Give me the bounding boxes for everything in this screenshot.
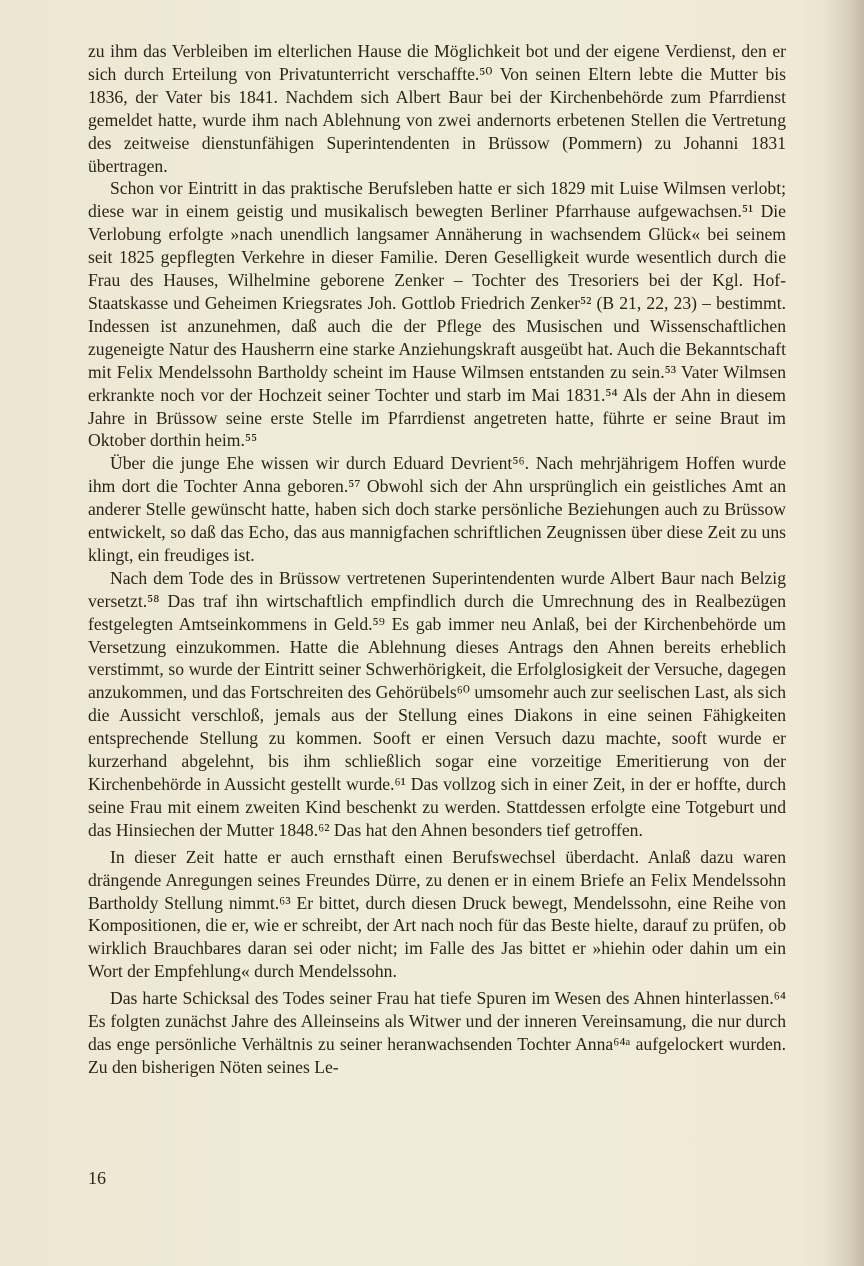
paragraph-3: Über die junge Ehe wissen wir durch Eduard Devrient⁵⁶. Nach mehrjährigem Hoffen wurde ihm dort die Tochter Anna geboren.⁵⁷ Obwohl sich der Ahn ursprünglich ein geistliches Amt an anderer Stelle gewünscht hatte, haben sich doch starke persönliche Beziehungen auch zu Brüssow entwickelt, so daß das Echo, das aus mannigfachen schriftlichen Zeugnissen über diese Zeit zu uns klingt, ein freudiges ist. [88, 453, 786, 565]
paragraph-1: zu ihm das Verbleiben im elterlichen Hause die Möglichkeit bot und der eigene Verdienst, den er sich durch Erteilung von Privatunterricht verschaffte.⁵⁰ Von seinen Eltern lebte die Mutter bis 1836, der Vater bis 1841. Nachdem sich Albert Baur bei der Kirchenbehörde zum Pfarrdienst gemeldet hatte, wurde ihm nach Ablehnung von zwei andernorts erbetenen Stellen die Vertretung des zeitweise dienstunfähigen Superintendenten in Brüssow (Pommern) zu Johanni 1831 übertragen. [88, 41, 786, 176]
paragraph-6: Das harte Schicksal des Todes seiner Frau hat tiefe Spuren im Wesen des Ahnen hinterlassen.⁶⁴ Es folgten zunächst Jahre des Alleinseins als Witwer und der inneren Vereinsamung, die nur durch das enge persönliche Verhältnis zu seiner heranwachsenden Tochter Anna⁶⁴ᵃ aufgelockert wurden. Zu den bisherigen Nöten seines Le- [88, 988, 786, 1077]
body-text [88, 40, 786, 1079]
page-edge-shadow [824, 0, 864, 1266]
paragraph-5: In dieser Zeit hatte er auch ernsthaft einen Berufswechsel überdacht. Anlaß dazu waren drängende Anregungen seines Freundes Dürre, zu denen er in einem Briefe an Felix Mendelssohn Bartholdy Stellung nimmt.⁶³ Er bittet, durch diesen Druck bewegt, Mendelssohn, eine Reihe von Kompositionen, die er, wie er schreibt, der Art nach noch für das Beste hielte, darauf zu prüfen, ob wirklich Brauchbares daran sei oder nicht; im Falle des Jas bittet er »hiehin oder dahin um ein Wort der Empfehlung« durch Mendelssohn. [88, 846, 786, 982]
paragraph-4: Nach dem Tode des in Brüssow vertretenen Superintendenten wurde Albert Baur nach Belzig versetzt.⁵⁸ Das traf ihn wirtschaftlich empfindlich durch die Umrechnung des in Realbezügen festgelegten Amtseinkommens in Geld.⁵⁹ Es gab immer neu Anlaß, bei der Kirchenbehörde um Versetzung einzukommen. Hatte die Ablehnung dieses Antrags den Ahnen bereits erheblich verstimmt, so wurde der Eintritt seiner Schwerhörigkeit, die Erfolglosigkeit der Versuche, dagegen anzukommen, und das Fortschreiten des Gehörübels⁶⁰ umsomehr auch zur seelischen Last, als sich die Aussicht verschloß, jemals aus der Stellung eines Diakons in eine seinen Fähigkeiten entsprechende Stellung zu kommen. Sooft er einen Versuch dazu machte, sooft wurde er kurzerhand abgelehnt, bis ihm schließlich sogar eine vorzeitige Emeritierung von der Kirchenbehörde in Aussicht gestellt wurde.⁶¹ Das vollzog sich in einer Zeit, in der er hoffte, durch seine Frau mit einem zweiten Kind beschenkt zu werden. Stattdessen erfolgte eine Totgeburt und das Hinsiechen der Mutter 1848.⁶² Das hat den Ahnen besonders tief getroffen. [88, 567, 786, 840]
paragraph-2: Schon vor Eintritt in das praktische Berufsleben hatte er sich 1829 mit Luise Wilmsen verlobt; diese war in einem geistig und musikalisch bewegten Berliner Pfarrhause aufgewachsen.⁵¹ Die Verlobung erfolgte »nach unendlich langsamer Annäherung in wachsendem Glück« bei seinem seit 1825 gepflegten Verkehre in dieser Familie. Deren Geselligkeit wurde wesentlich durch die Frau des Hauses, Wilhelmine geborene Zenker – Tochter des Tresoriers bei der Kgl. Hof-Staatskasse und Geheimen Kriegsrates Joh. Gottlob Friedrich Zenker⁵² (B 21, 22, 23) – bestimmt. Indessen ist anzunehmen, daß auch die der Pflege des Musischen und Wissenschaftlichen zugeneigte Natur des Hausherrn eine starke Anziehungskraft ausgeübt hat. Auch die Bekanntschaft mit Felix Mendelssohn Bartholdy scheint im Hause Wilmsen entstanden zu sein.⁵³ Vater Wilmsen erkrankte noch vor der Hochzeit seiner Tochter und starb im Mai 1831.⁵⁴ Als der Ahn in diesem Jahre in Brüssow seine erste Stelle im Pfarrdienst angetreten hatte, führte er seine Braut im Oktober dorthin heim.⁵⁵ [88, 178, 786, 451]
page-number: 16 [88, 1168, 106, 1188]
